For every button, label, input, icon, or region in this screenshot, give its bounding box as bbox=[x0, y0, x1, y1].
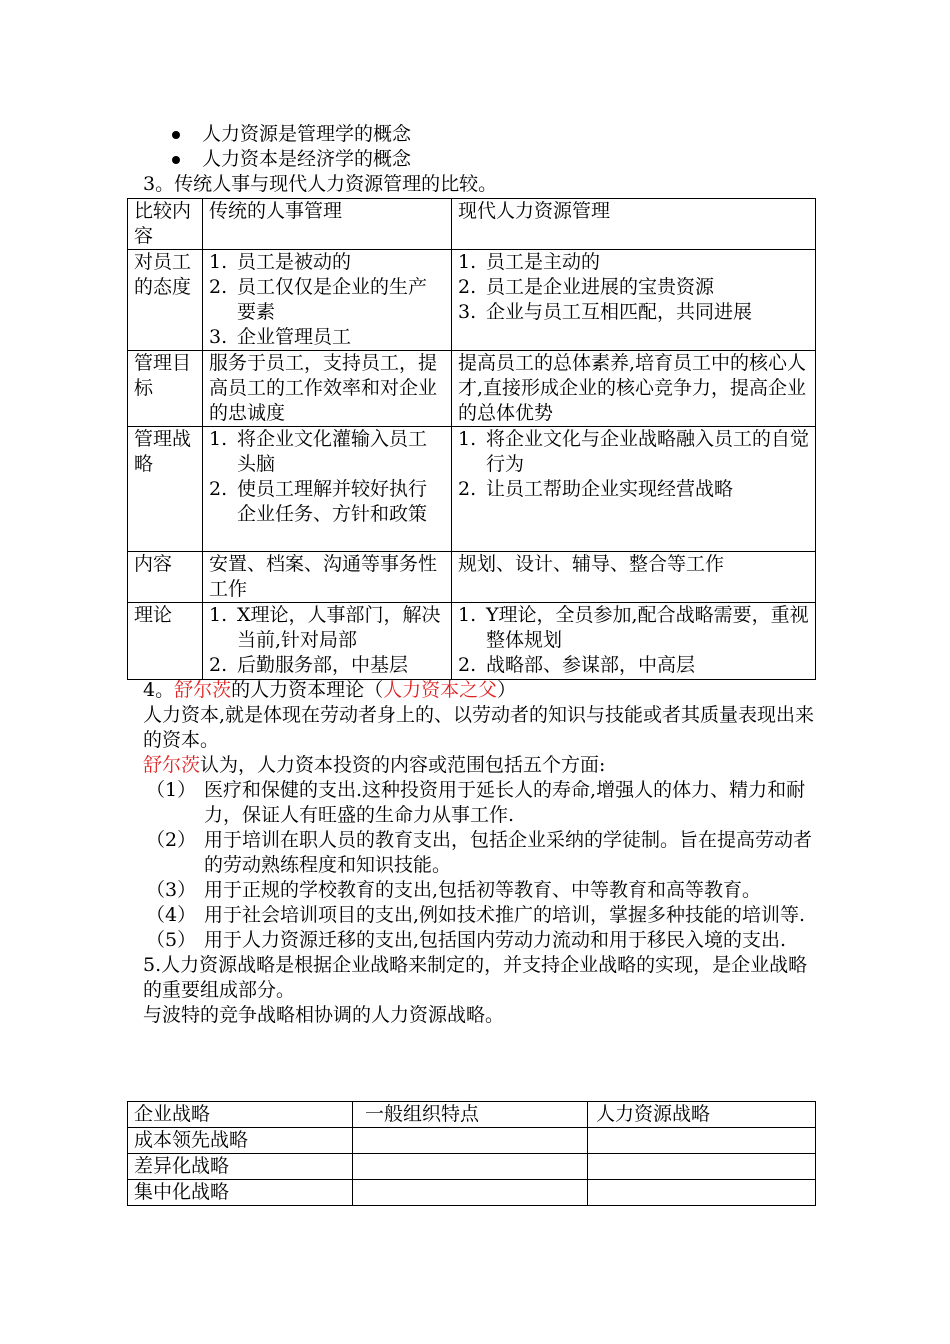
table-cell: 成本领先战略 bbox=[128, 1128, 353, 1154]
table-cell: 差异化战略 bbox=[128, 1154, 353, 1180]
table-row bbox=[128, 1154, 816, 1180]
list-item: 1. 将企业文化与企业战略融入员工的自觉行为 bbox=[458, 428, 810, 475]
comparison-table bbox=[127, 198, 816, 680]
table-cell bbox=[352, 1180, 587, 1206]
list-item: 1. 员工是被动的 bbox=[209, 251, 352, 273]
list-item: （5） 用于人力资源迁移的支出,包括国内劳动力流动和用于移民入境的支出. bbox=[146, 929, 787, 951]
row-label: 管理战略 bbox=[128, 427, 203, 552]
modern-cell: 提高员工的总体素养,培育员工中的核心人才,直接形成企业的核心竞争力，提高企业的总体优势 bbox=[452, 351, 816, 427]
list-item: 2. 员工是企业进展的宝贵资源 bbox=[458, 276, 715, 298]
strategy-table bbox=[127, 1101, 816, 1206]
table-cell bbox=[352, 1154, 587, 1180]
modern-cell bbox=[452, 427, 816, 552]
list-item: 2. 让员工帮助企业实现经营战略 bbox=[458, 478, 734, 500]
definition-paragraph: 人力资本,就是体现在劳动者身上的、以劳动者的知识与技能或者其质量表现出来的资本。 bbox=[143, 704, 815, 751]
modern-cell bbox=[452, 250, 816, 351]
list-item: 3. 企业管理员工 bbox=[209, 326, 352, 348]
list-item: 1. Y理论，全员参加,配合战略需要，重视整体规划 bbox=[458, 604, 809, 651]
table-cell bbox=[588, 1154, 816, 1180]
table-cell bbox=[588, 1128, 816, 1154]
section5-paragraph: 5.人力资源战略是根据企业战略来制定的，并支持企业战略的实现，是企业战略的重要组成部分。 bbox=[143, 954, 808, 1001]
schultz-name: 舒尔茨 bbox=[174, 679, 232, 701]
bullet-icon bbox=[172, 156, 180, 164]
table-row bbox=[128, 603, 816, 680]
modern-cell bbox=[452, 603, 816, 680]
traditional-cell: 安置、档案、沟通等事务性工作 bbox=[203, 552, 452, 603]
bullet-item: 人力资源是管理学的概念 bbox=[172, 122, 411, 147]
header-cell: 一般组织特点 bbox=[352, 1102, 587, 1128]
header-cell: 人力资源战略 bbox=[588, 1102, 816, 1128]
list-item: （1） 医疗和保健的支出.这种投资用于延长人的寿命,增强人的体力、精力和耐力，保证人有旺盛的生命力从事工作. bbox=[146, 779, 806, 826]
bullet-item: 人力资本是经济学的概念 bbox=[172, 147, 411, 172]
table-cell bbox=[588, 1180, 816, 1206]
section4-body bbox=[143, 703, 823, 1028]
bullet-icon bbox=[172, 131, 180, 139]
header-traditional: 传统的人事管理 bbox=[203, 199, 452, 250]
list-item: 1. 将企业文化灌输入员工头脑 bbox=[209, 428, 428, 475]
list-item: 2. 后勤服务部，中基层 bbox=[209, 654, 409, 676]
row-label: 管理目标 bbox=[128, 351, 203, 427]
header-modern: 现代人力资源管理 bbox=[452, 199, 816, 250]
table-row bbox=[128, 351, 816, 427]
bullet-list bbox=[172, 122, 411, 172]
row-label: 理论 bbox=[128, 603, 203, 680]
table-row bbox=[128, 552, 816, 603]
table-row bbox=[128, 250, 816, 351]
list-item: （4） 用于社会培训项目的支出,例如技术推广的培训，掌握多种技能的培训等. bbox=[146, 904, 806, 926]
intro-paragraph: 舒尔茨认为，人力资本投资的内容或范围包括五个方面: bbox=[143, 754, 606, 776]
list-item: （3） 用于正规的学校教育的支出,包括初等教育、中等教育和高等教育。 bbox=[146, 879, 762, 901]
header-cell: 企业战略 bbox=[128, 1102, 353, 1128]
list-item: 2. 战略部、参谋部，中高层 bbox=[458, 654, 696, 676]
section3-title: 3。传统人事与现代人力资源管理的比较。 bbox=[143, 173, 498, 195]
father-title: 人力资本之父 bbox=[383, 679, 498, 701]
porter-heading: 与波特的竞争战略相协调的人力资源战略。 bbox=[143, 1004, 505, 1026]
list-item: 1. 员工是主动的 bbox=[458, 251, 601, 273]
table-row bbox=[128, 427, 816, 552]
row-label: 对员工的态度 bbox=[128, 250, 203, 351]
list-item: 2. 员工仅仅是企业的生产要素 bbox=[209, 276, 428, 323]
table-cell bbox=[352, 1128, 587, 1154]
modern-cell: 规划、设计、辅导、整合等工作 bbox=[452, 552, 816, 603]
traditional-cell bbox=[203, 603, 452, 680]
list-item: 3. 企业与员工互相匹配，共同进展 bbox=[458, 301, 753, 323]
table-header-row bbox=[128, 199, 816, 250]
table-cell: 集中化战略 bbox=[128, 1180, 353, 1206]
list-item: 2. 使员工理解并较好执行企业任务、方针和政策 bbox=[209, 478, 428, 525]
traditional-cell: 服务于员工，支持员工，提高员工的工作效率和对企业的忠诚度 bbox=[203, 351, 452, 427]
traditional-cell bbox=[203, 427, 452, 552]
header-compare: 比较内容 bbox=[128, 199, 203, 250]
list-item: （2） 用于培训在职人员的教育支出，包括企业采纳的学徒制。旨在提高劳动者的劳动熟练程度和知识技能。 bbox=[146, 829, 813, 876]
section4-title: 4。舒尔茨的人力资本理论（人力资本之父） bbox=[143, 679, 517, 701]
table-header-row bbox=[128, 1102, 816, 1128]
traditional-cell bbox=[203, 250, 452, 351]
table-row bbox=[128, 1128, 816, 1154]
list-item: 1. X理论，人事部门，解决当前,针对局部 bbox=[209, 604, 441, 651]
row-label: 内容 bbox=[128, 552, 203, 603]
table-row bbox=[128, 1180, 816, 1206]
